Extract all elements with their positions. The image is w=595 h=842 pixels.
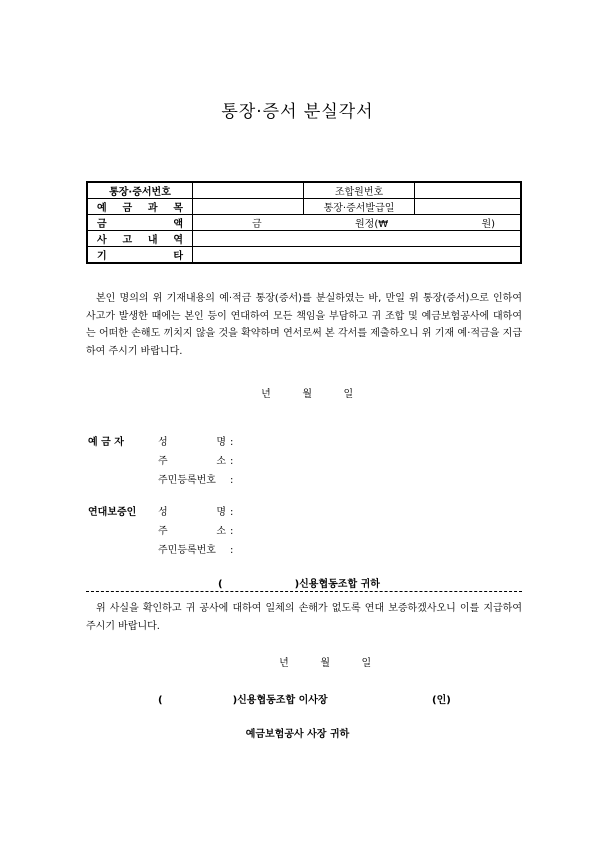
label-account-number: 통장·증서번호 <box>87 182 193 199</box>
label-incident: 사 고 내 역 <box>87 231 193 247</box>
label-member-number: 조합원번호 <box>304 182 415 199</box>
value-incident <box>193 231 522 247</box>
date-line-2: 년 월 일 <box>279 658 372 669</box>
label-other: 기 타 <box>87 247 193 264</box>
depositor-name-row: 성 명 : <box>158 437 234 448</box>
table-row <box>87 231 521 247</box>
value-other <box>193 247 522 264</box>
label-issue-date: 통장·증서발급일 <box>304 199 415 215</box>
value-member-number <box>415 182 522 199</box>
label-deposit-item: 예 금 과 목 <box>87 199 193 215</box>
date-line-1: 년 월 일 <box>261 389 354 400</box>
depositor-address-row: 주 소 : <box>158 456 234 467</box>
table-row <box>87 182 521 199</box>
table-row <box>87 215 521 231</box>
value-issue-date <box>415 199 522 215</box>
guarantor-name-row: 성 명 : <box>158 507 234 518</box>
info-table <box>86 181 522 264</box>
seal-mark: (인) <box>432 695 451 706</box>
value-account-number <box>193 182 304 199</box>
guarantor-id-row: 주민등록번호 : <box>158 545 234 556</box>
divider <box>86 591 522 592</box>
guarantor-address-row: 주 소 : <box>158 526 234 537</box>
depositor-id-row: 주민등록번호 : <box>158 475 234 486</box>
guarantor-heading: 연대보증인 <box>88 507 137 518</box>
table-row <box>87 199 521 215</box>
value-amount: 금 원정(₩ 원) <box>193 215 522 231</box>
document-title: 통장·증서 분실각서 <box>221 102 374 122</box>
table-row <box>87 247 521 264</box>
value-deposit-item <box>193 199 304 215</box>
confirm-paragraph: 위 사실을 확인하고 귀 공사에 대하여 일체의 손해가 없도록 연대 보증하겠사오니 이를 지급하여 주시기 바랍니다. <box>86 603 522 632</box>
body-paragraph: 본인 명의의 위 기재내용의 예·적금 통장(증서)를 분실하였는 바, 만일 위 통장(증서)으로 인하여 사고가 발생한 때에는 본인 등이 연대하여 모든 책임을 부담하고 귀 조합 및 예금보험공사에 대하여는 어떠한 손해도 끼치지 않을 것을 확약하며 연서로써 본 각서를 제출하오니 위 기재 예·적금을 지급하여 주시기 바랍니다. <box>86 293 522 357</box>
addressee-credit-union: ( )신용협동조합 귀하 <box>218 579 380 590</box>
addressee-kdic: 예금보험공사 사장 귀하 <box>245 729 350 740</box>
depositor-heading: 예 금 자 <box>88 437 124 448</box>
label-amount: 금 액 <box>87 215 193 231</box>
signature-line: ( )신용협동조합 이사장 <box>158 695 328 706</box>
